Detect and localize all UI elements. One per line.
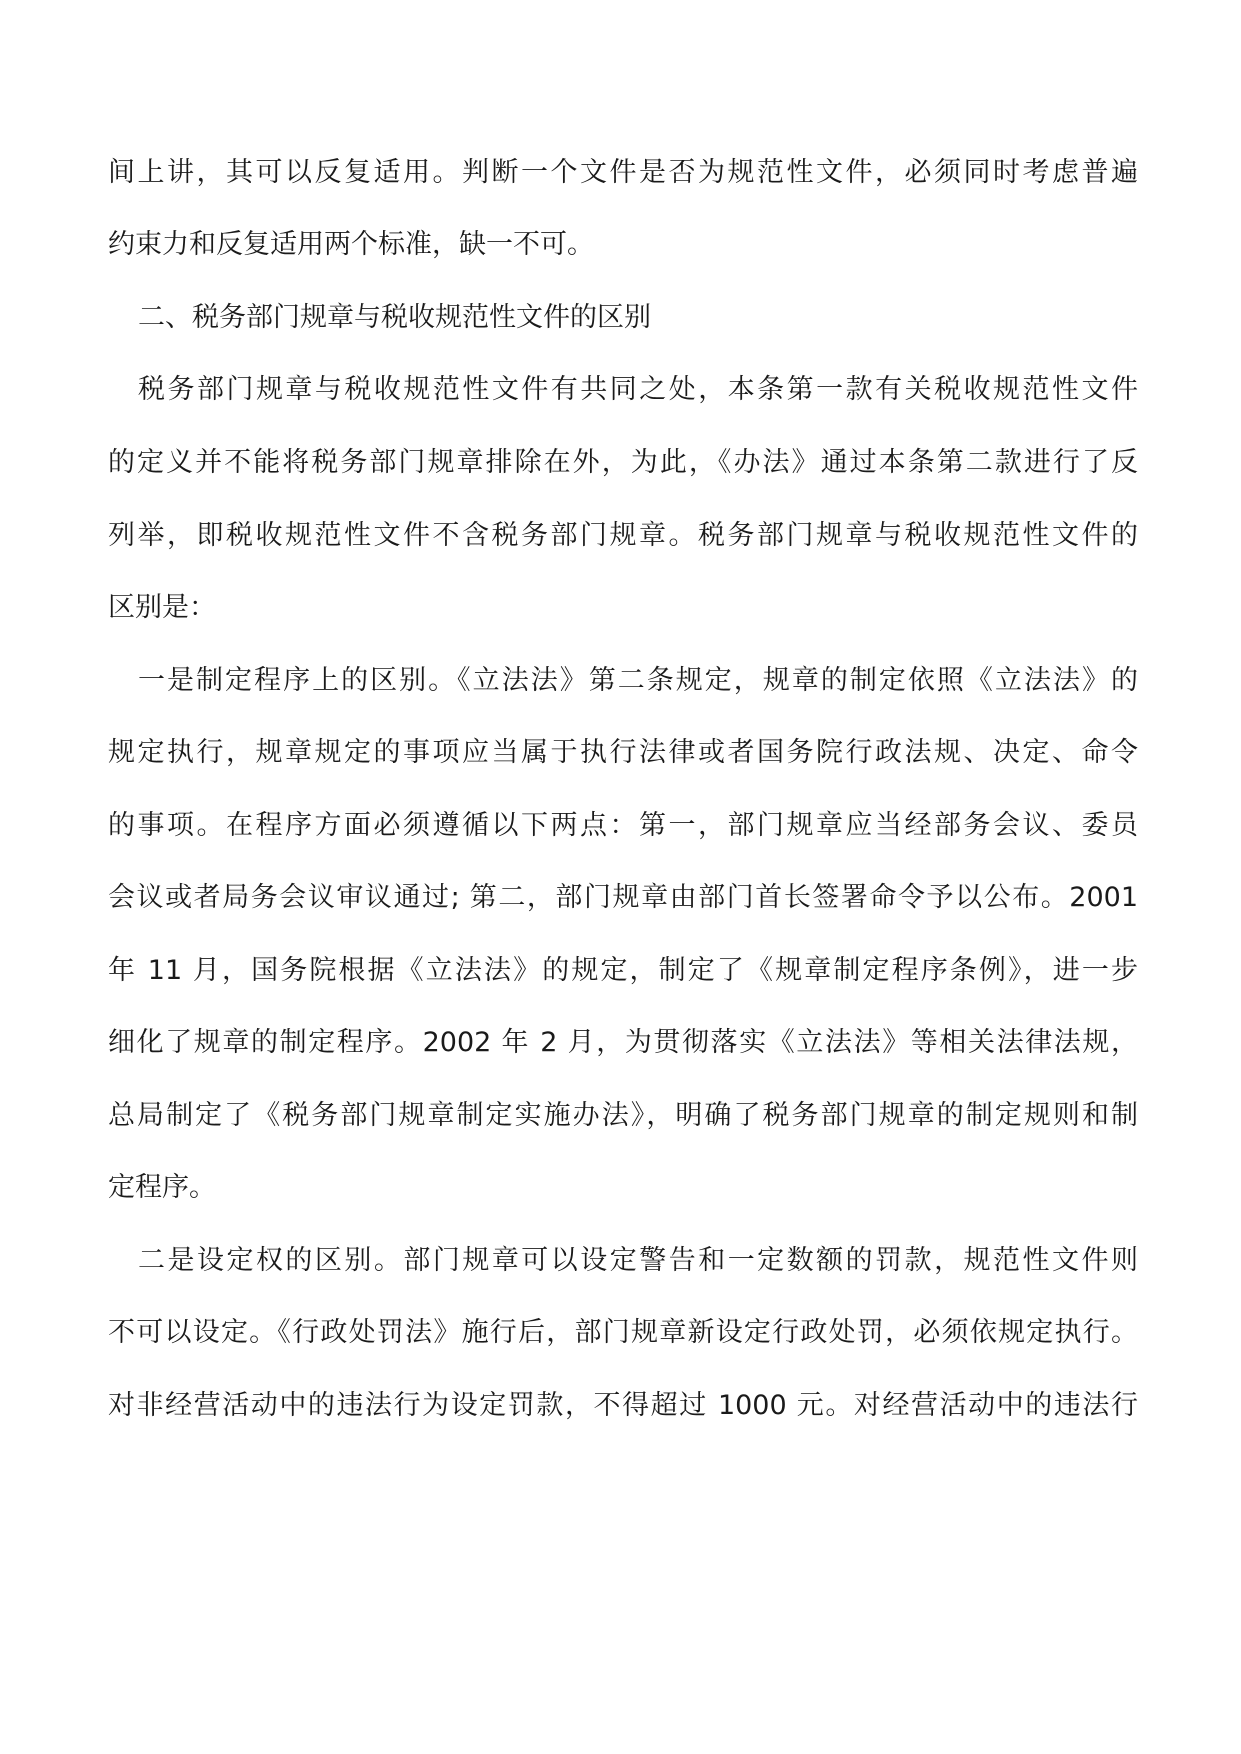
text-line-1: 间上讲，其可以反复适用。判断一个文件是否为规范性文件，必须同时考虑普遍 — [108, 157, 1138, 188]
text-line-9: 规定执行，规章规定的事项应当属于执行法律或者国务院行政法规、决定、命令 — [108, 737, 1138, 768]
text-line-4: 税务部门规章与税收规范性文件有共同之处，本条第一款有关税收规范性文件 — [138, 374, 1138, 405]
text-line-18: 对非经营活动中的违法行为设定罚款，不得超过 1000 元。对经营活动中的违法行 — [108, 1390, 1138, 1421]
text-line-11: 会议或者局务会议审议通过; 第二，部门规章由部门首长签署命令予以公布。2001 — [108, 882, 1138, 913]
text-line-17: 不可以设定。《行政处罚法》施行后，部门规章新设定行政处罚，必须依规定执行。 — [108, 1317, 1138, 1348]
text-line-2: 约束力和反复适用两个标准，缺一不可。 — [108, 229, 594, 260]
text-line-5: 的定义并不能将税务部门规章排除在外，为此，《办法》通过本条第二款进行了反 — [108, 447, 1138, 478]
text-line-15: 定程序。 — [108, 1172, 216, 1203]
text-line-7: 区别是： — [108, 592, 216, 623]
text-line-14: 总局制定了《税务部门规章制定实施办法》，明确了税务部门规章的制定规则和制 — [108, 1100, 1138, 1131]
text-line-13: 细化了规章的制定程序。2002 年 2 月，为贯彻落实《立法法》等相关法律法规， — [108, 1027, 1138, 1058]
section-heading: 二、税务部门规章与税收规范性文件的区别 — [138, 302, 651, 333]
text-line-10: 的事项。在程序方面必须遵循以下两点：第一，部门规章应当经部务会议、委员 — [108, 810, 1138, 841]
text-line-12: 年 11 月，国务院根据《立法法》的规定，制定了《规章制定程序条例》，进一步 — [108, 955, 1138, 986]
text-line-16: 二是设定权的区别。部门规章可以设定警告和一定数额的罚款，规范性文件则 — [138, 1245, 1138, 1276]
text-line-8: 一是制定程序上的区别。《立法法》第二条规定，规章的制定依照《立法法》的 — [138, 665, 1138, 696]
text-line-6: 列举，即税收规范性文件不含税务部门规章。税务部门规章与税收规范性文件的 — [108, 520, 1138, 551]
